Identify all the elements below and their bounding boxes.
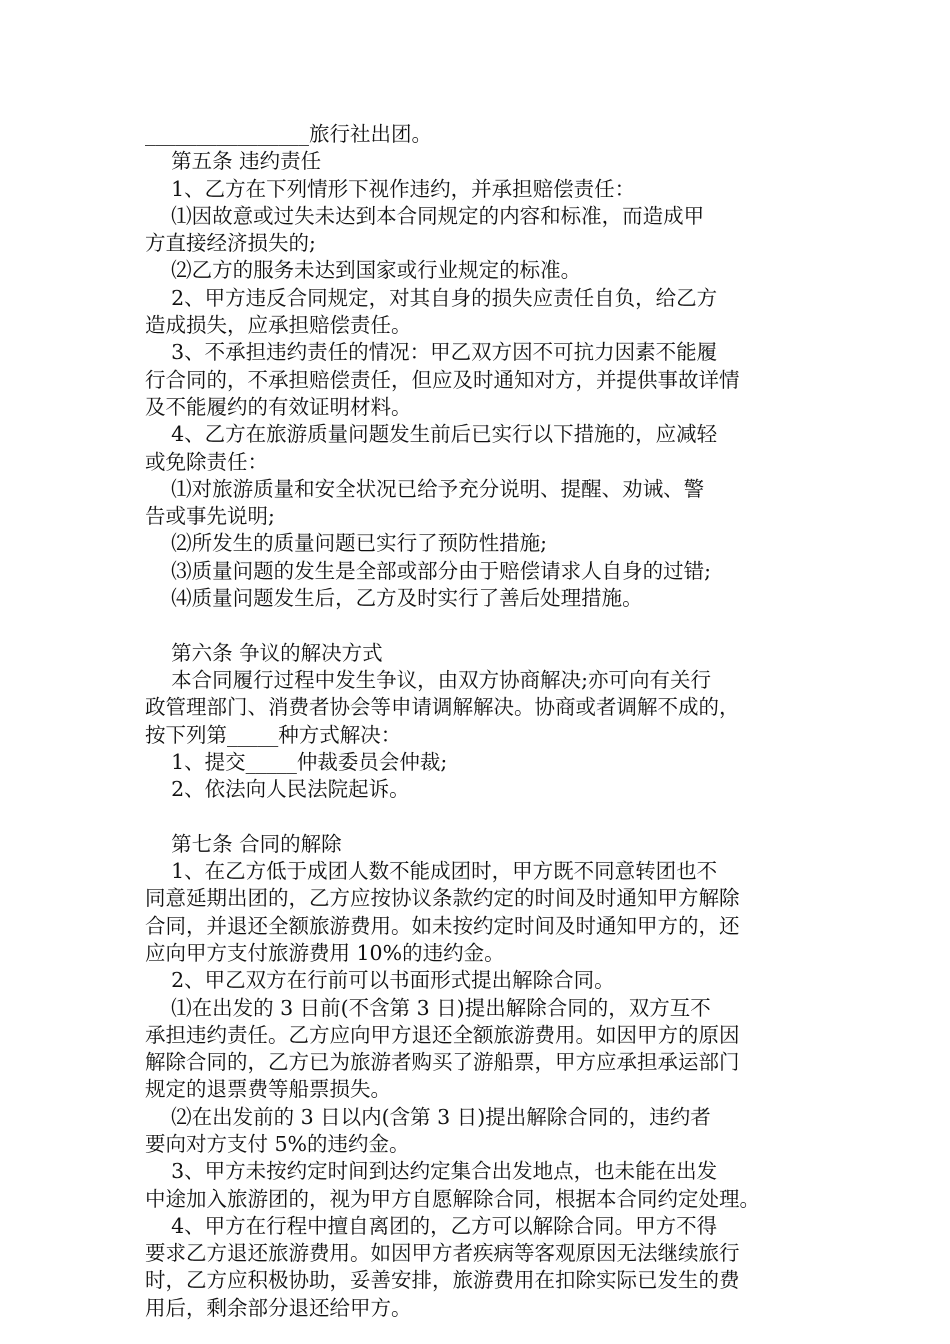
paragraph-line: 解除合同的，乙方已为旅游者购买了游船票，甲方应承担承运部门 [145,1050,740,1075]
document-body [145,121,815,1322]
paragraph-line: 中途加入旅游团的，视为甲方自愿解除合同，根据本合同约定处理。 [145,1186,760,1211]
paragraph-line: 告或事先说明; [145,504,275,529]
paragraph-line: 用后，剩余部分退还给甲方。 [145,1295,412,1320]
paragraph-line: 本合同履行过程中发生争议，由双方协商解决;亦可向有关行 [145,667,711,692]
paragraph-line: 同意延期出团的，乙方应按协议条款约定的时间及时通知甲方解除 [145,886,740,911]
paragraph-line: ⑴对旅游质量和安全状况已给予充分说明、提醒、劝诫、警 [145,476,705,501]
paragraph-line: 4、甲方在行程中擅自离团的，乙方可以解除合同。甲方不得 [145,1213,718,1238]
paragraph-line: ⑵在出发前的 3 日以内(含第 3 日)提出解除合同的，违约者 [145,1104,711,1129]
blank-line [145,612,815,639]
paragraph-line: 1、在乙方低于成团人数不能成团时，甲方既不同意转团也不 [145,859,718,884]
paragraph-line: 方直接经济损失的; [145,231,316,256]
blank-line [145,803,815,830]
paragraph-line: 1、乙方在下列情形下视作违约，并承担赔偿责任： [145,176,636,201]
paragraph-line: 2、甲乙双方在行前可以书面形式提出解除合同。 [145,968,615,993]
paragraph-line: ⑵所发生的质量问题已实行了预防性措施; [145,531,547,556]
paragraph-line: 按下列第_____种方式解决： [145,722,402,747]
paragraph-line: 3、甲方未按约定时间到达约定集合出发地点，也未能在出发 [145,1159,718,1184]
paragraph-line: 承担违约责任。乙方应向甲方退还全额旅游费用。如因甲方的原因 [145,1022,740,1047]
paragraph-line: 时，乙方应积极协助，妥善安排，旅游费用在扣除实际已发生的费 [145,1268,740,1293]
paragraph-line: 政管理部门、消费者协会等申请调解解决。协商或者调解不成的， [145,695,740,720]
paragraph-line: 2、甲方违反合同规定，对其自身的损失应责任自负，给乙方 [145,285,718,310]
section-heading: 第五条 违约责任 [145,149,322,174]
paragraph-line: 规定的退票费等船票损失。 [145,1077,391,1102]
paragraph-line: 应向甲方支付旅游费用 10%的违约金。 [145,940,505,965]
section-heading: 第六条 争议的解决方式 [145,640,383,665]
paragraph-line: 及不能履约的有效证明材料。 [145,394,412,419]
paragraph-line: 合同，并退还全额旅游费用。如未按约定时间及时通知甲方的，还 [145,913,740,938]
paragraph-line: ⑴因故意或过失未达到本合同规定的内容和标准，而造成甲 [145,203,705,228]
paragraph-line: ________________旅行社出团。 [145,122,432,146]
paragraph-line: ⑴在出发的 3 日前(不含第 3 日)提出解除合同的，双方互不 [145,995,711,1020]
paragraph-line: ⑶质量问题的发生是全部或部分由于赔偿请求人自身的过错; [145,558,711,583]
paragraph-line: 或免除责任： [145,449,268,474]
paragraph-line: 造成损失，应承担赔偿责任。 [145,313,412,338]
paragraph-line: 行合同的，不承担赔偿责任，但应及时通知对方，并提供事故详情 [145,367,740,392]
paragraph-line: 3、不承担违约责任的情况：甲乙双方因不可抗力因素不能履 [145,340,718,365]
paragraph-line: 1、提交_____仲裁委员会仲裁; [145,749,448,774]
paragraph-line: ⑷质量问题发生后，乙方及时实行了善后处理措施。 [145,586,643,611]
paragraph-line: 2、依法向人民法院起诉。 [145,777,410,802]
paragraph-line: ⑵乙方的服务未达到国家或行业规定的标准。 [145,258,582,283]
section-heading: 第七条 合同的解除 [145,831,342,856]
paragraph-line: 4、乙方在旅游质量问题发生前后已实行以下措施的，应减轻 [145,422,718,447]
paragraph-line: 要向对方支付 5%的违约金。 [145,1131,410,1156]
paragraph-line: 要求乙方退还旅游费用。如因甲方者疾病等客观原因无法继续旅行 [145,1241,740,1266]
